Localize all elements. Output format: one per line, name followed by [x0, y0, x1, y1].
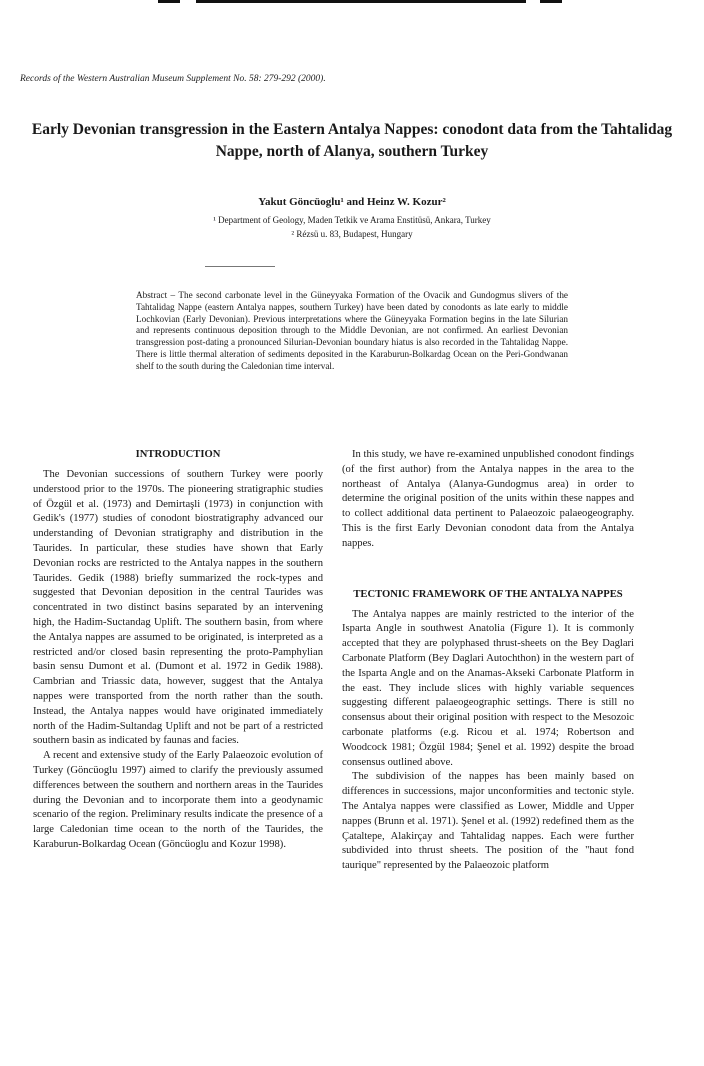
affiliation-1: ¹ Department of Geology, Maden Tetkik ve Arama Enstitüsü, Ankara, Turkey [213, 215, 491, 225]
paper-authors: Yakut Göncüoglu¹ and Heinz W. Kozur² [258, 196, 446, 208]
separator-rule [205, 266, 275, 267]
intro-paragraph-2: A recent and extensive study of the Early Palaeozoic evolution of Turkey (Göncüoglu 1997) aimed to clarify the previously assumed differences between the southern and northern areas in the Taurides during the Devonian and to incorporate them into a geodynamic scenario of the region. Preliminary results indicate the presence of a large Caledonian time ocean to the north of the Taurides, the Karaburun-Bolkardag Ocean (Göncüoglu and Kozur 1998). [33, 750, 323, 850]
abstract-label: Abstract – [136, 290, 176, 300]
abstract-text: The second carbonate level in the Güneyyaka Formation of the Ovacik and Gundogmus slivers of the Tahtalidag Nappe (eastern Antalya nappes, southern Turkey) have been dated by conodonts as late early to middle Lochkovian (Early Devonian). Previous interpretations where the Güneyyaka Formation begins in the late Silurian and represents continuous deposition through to the Middle Devonian, are not confirmed. An earliest Devonian transgression post-dating a pronounced Silurian-Devonian boundary hiatus is also recorded in the Tahtalidag Nappe. There is little thermal alteration of sediments deposited in the Karaburun-Bolkardag Ocean on the Peri-Gondwanan shelf to the south during the Caledonian time interval. [136, 290, 568, 371]
affiliations [40, 213, 664, 241]
left-column [33, 448, 323, 853]
intro-paragraph-1: The Devonian successions of southern Turkey were poorly understood prior to the 1970s. The pioneering stratigraphic studies of Özgül et al. (1973) and Demirtaşli (1973) in conjunction with Gedik's (1977) studies of conodont biostratigraphy advanced our understanding of Devonian stratigraphy and distribution in the Taurides. In particular, these studies have shown that Early Devonian rocks are restricted to the Antalya nappes in the southern Taurides. Gedik (1988) briefly summarized the rock-types and suggested that Devonian deposition in the central Taurides was concentrated in two distinct basins separated by an intervening high, the Hadim-Suctandag Uplift. The southern basin, from where the Antalya nappes are assumed to be originated, is interpreted as a restricted and/or closed basin representing the proto-Pamphylian basin sensu Dumont et al. (Dumont et al. 1972 in Gedik 1988). Cambrian and Triassic data, however, suggest that the Antalya nappes were transported from the north rather than the south. Instead, the Antalya nappes would have originated immediately north of the Hadim-Sultandag Uplift and not be part of a restricted southern basin as indicated by faunas and facies. [33, 469, 323, 747]
journal-citation: Records of the Western Australian Museum Supplement No. 58: 279-292 (2000). [20, 74, 326, 84]
top-rule-left [158, 0, 180, 3]
top-rule-right [540, 0, 562, 3]
tectonic-paragraph-1: The Antalya nappes are mainly restricted to the interior of the Isparta Angle in southwest Anatolia (Figure 1). It is commonly accepted that they are polyphased thrust-sheets on the Bey Daglari Carbonate Platform (Bey Daglari Autochthon) in the western part of the Isparta Angle and on the Anamas-Akseki Carbonate Platform in the east. They include slices with highly variable sequences suggesting different palaeogeographic settings. There is still no consensus about their original position with respect to the Mesozoic carbonate platforms (e.g. Ricou et al. 1974; Robertson and Woodcock 1981; Özgül 1984; Şenel et al. 1992) despite the broad consensus outlined above. [342, 608, 634, 768]
affiliation-2: ² Rézsü u. 83, Budapest, Hungary [291, 229, 413, 239]
right-column [342, 448, 634, 874]
paper-title: Early Devonian transgression in the Eastern Antalya Nappes: conodont data from the Tahtalidag Nappe, north of Alanya, southern Turkey [31, 121, 673, 160]
abstract [136, 290, 568, 373]
tectonic-paragraph-2: The subdivision of the nappes has been mainly based on differences in successions, major unconformities and tectonic style. The Antalya nappes were classified as Lower, Middle and Upper nappes (Brunn et al. 1971). Şenel et al. (1992) redefined them as the Çataltepe, Alakirçay and Tahtalidag nappes. Each were further subdivided into thrust sheets. The position of the "haut fond taurique" represented by the Palaeozoic platform [342, 771, 634, 872]
heading-introduction: INTRODUCTION [135, 449, 221, 460]
heading-tectonic-framework: TECTONIC FRAMEWORK OF THE ANTALYA NAPPES [353, 588, 623, 600]
top-rule-mid [196, 0, 526, 3]
intro-paragraph-3: In this study, we have re-examined unpublished conodont findings (of the first author) from the Antalya nappes in the area to the northeast of Antalya (Alanya-Gundogmus area) in order to determine the original position of the units within these nappes and to collect additional data pertinent to Palaeozoic palaeogeography. This is the first Early Devonian conodont data from the Antalya nappes. [342, 449, 634, 549]
